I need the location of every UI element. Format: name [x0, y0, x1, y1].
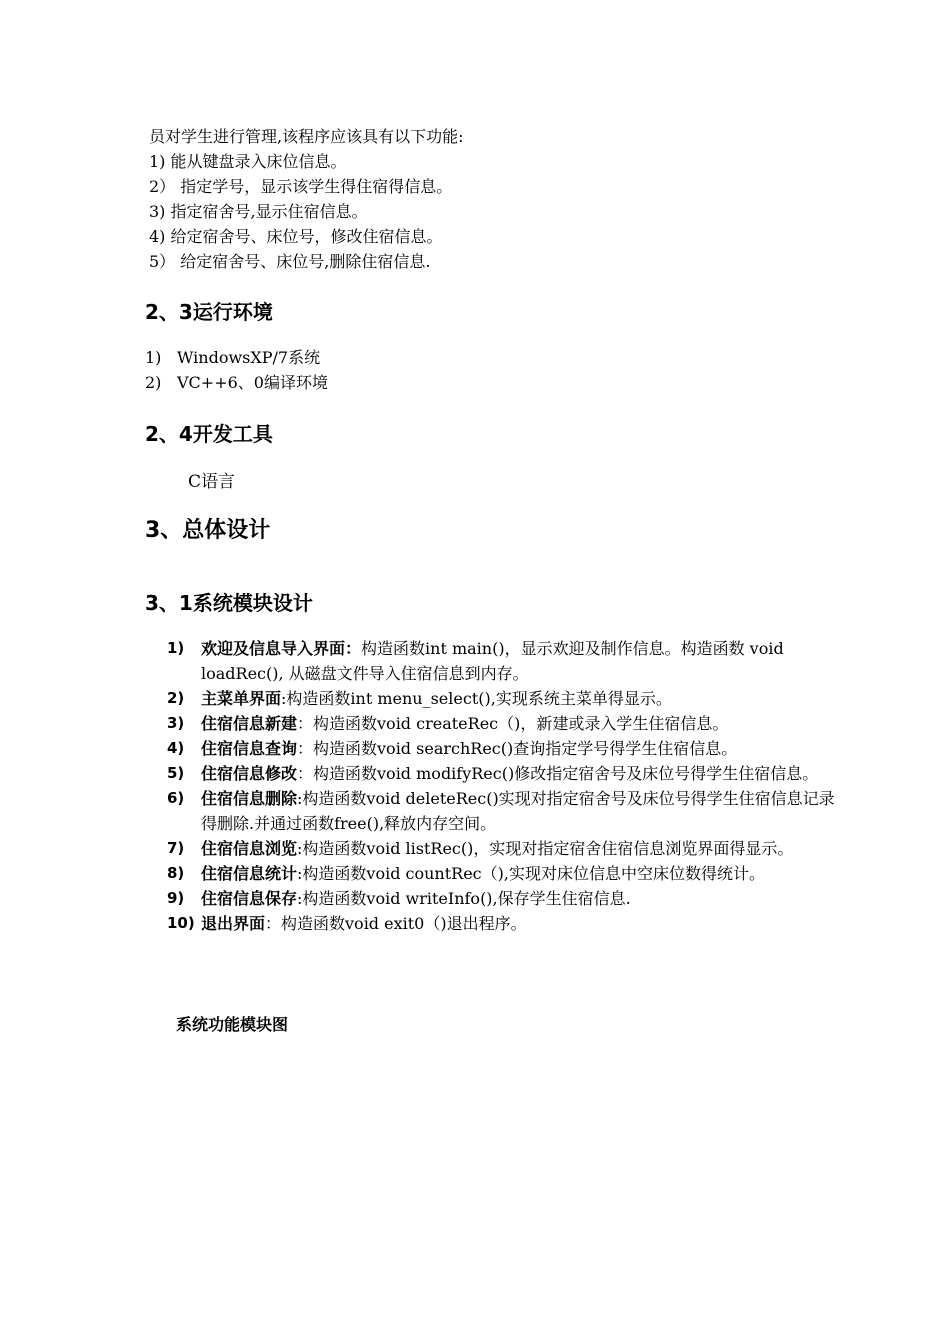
- module-description: ：构造函数void createRec（)，新建或录入学生住宿信息。: [297, 714, 729, 733]
- module-label: 住宿信息保存: [201, 889, 298, 908]
- module-description: ：构造函数void searchRec()查询指定学号得学生住宿信息。: [297, 739, 738, 758]
- list-item: [167, 636, 839, 686]
- module-description: ：构造函数void modifyRec()修改指定宿舍号及床位号得学生住宿信息。: [297, 764, 819, 783]
- list-item: [167, 886, 839, 911]
- module-description: :构造函数void countRec（),实现对床位信息中空床位数得统计。: [297, 864, 765, 883]
- list-item: [167, 736, 839, 761]
- list-item: [167, 686, 839, 711]
- list-number: 6): [167, 789, 185, 807]
- list-number: 5): [167, 764, 185, 782]
- dev-tool-text: C语言: [188, 472, 236, 492]
- module-label: 住宿信息删除: [201, 789, 298, 808]
- heading-3-1-module-design: 3、1系统模块设计: [145, 591, 313, 615]
- module-label: 住宿信息新建: [201, 714, 298, 733]
- list-item: [167, 861, 839, 886]
- intro-line: 1) 能从键盘录入床位信息。: [149, 152, 347, 171]
- module-label: 退出界面: [201, 914, 266, 933]
- module-description: :构造函数int menu_select(),实现系统主菜单得显示。: [281, 689, 672, 708]
- list-item: [167, 836, 839, 861]
- list-number: 3): [167, 714, 185, 732]
- module-list: [167, 636, 839, 936]
- list-number: 4): [167, 739, 185, 757]
- intro-line: 员对学生进行管理,该程序应该具有以下功能:: [149, 127, 464, 146]
- list-item: [145, 345, 328, 370]
- module-description: :构造函数void deleteRec()实现对指定宿舍号及床位号得学生住宿信息记录得删除.并通过函数free(),释放内存空间。: [201, 789, 835, 833]
- module-label: 住宿信息修改: [201, 764, 298, 783]
- module-label: 住宿信息统计: [201, 864, 298, 883]
- list-text: WindowsXP/7系统: [177, 348, 321, 367]
- module-label: 欢迎及信息导入界面：: [201, 639, 362, 658]
- list-number: 8): [167, 864, 185, 882]
- module-label: 住宿信息查询: [201, 739, 298, 758]
- list-number: 1): [145, 348, 162, 367]
- intro-function-list: [149, 124, 463, 274]
- runtime-environment-list: [145, 345, 328, 395]
- module-description: ：构造函数void exit0（)退出程序。: [265, 914, 527, 933]
- list-number: 7): [167, 839, 185, 857]
- list-number: 9): [167, 889, 185, 907]
- module-description: 构造函数int main()，显示欢迎及制作信息。构造函数 void loadRec(), 从磁盘文件导入住宿信息到内存。: [201, 639, 784, 683]
- list-number: 10): [167, 914, 195, 932]
- list-number: 2): [145, 373, 162, 392]
- module-label: 住宿信息浏览: [201, 839, 298, 858]
- intro-line: 2） 指定学号，显示该学生得住宿得信息。: [149, 177, 453, 196]
- list-item: [167, 761, 839, 786]
- list-item: [167, 911, 839, 936]
- intro-line: 5） 给定宿舍号、床位号,删除住宿信息.: [149, 252, 431, 271]
- list-item: [145, 370, 328, 395]
- list-number: 1): [167, 639, 185, 657]
- heading-3-overall-design: 3、总体设计: [145, 518, 271, 543]
- figure-caption: 系统功能模块图: [176, 1015, 289, 1034]
- list-number: 2): [167, 689, 185, 707]
- heading-2-3-runtime-environment: 2、3运行环境: [145, 300, 273, 324]
- intro-line: 3) 指定宿舍号,显示住宿信息。: [149, 202, 368, 221]
- heading-2-4-dev-tools: 2、4开发工具: [145, 422, 273, 446]
- list-item: [167, 786, 839, 836]
- module-description: :构造函数void writeInfo(),保存学生住宿信息.: [297, 889, 631, 908]
- list-item: [167, 711, 839, 736]
- module-description: :构造函数void listRec()，实现对指定宿舍住宿信息浏览界面得显示。: [297, 839, 794, 858]
- list-text: VC++6、0编译环境: [177, 373, 328, 392]
- module-label: 主菜单界面: [201, 689, 282, 708]
- intro-line: 4) 给定宿舍号、床位号，修改住宿信息。: [149, 227, 443, 246]
